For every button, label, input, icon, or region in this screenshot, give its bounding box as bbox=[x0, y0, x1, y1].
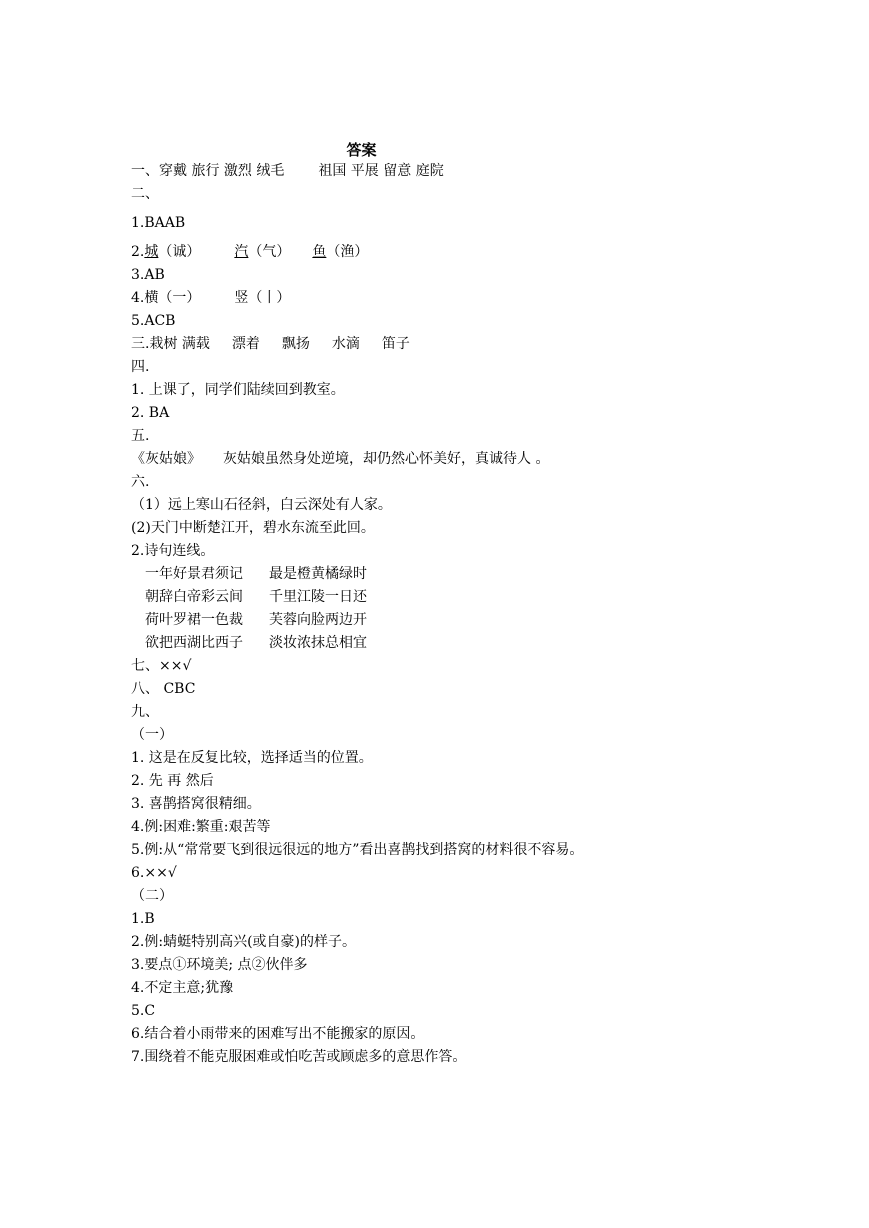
section-9-part2-q1: 1.B bbox=[131, 911, 155, 927]
section-1-label: 一、 bbox=[131, 163, 159, 179]
section-2-q5: 5.ACB bbox=[131, 313, 176, 329]
section-3-w5: 笛子 bbox=[381, 336, 410, 352]
section-2-label: 二、 bbox=[131, 186, 159, 202]
section-9-part1-q2: 2. 先 再 然后 bbox=[131, 773, 214, 789]
section-2-q2-b-fix: （气） bbox=[248, 244, 291, 260]
section-9-part1-q3: 3. 喜鹊搭窝很精细。 bbox=[131, 796, 261, 812]
section-3-w1: 栽树 满载 bbox=[149, 336, 210, 352]
section-3-w3: 飘扬 bbox=[281, 336, 310, 352]
poem-pair-row bbox=[131, 632, 751, 655]
poem-right: 最是橙黄橘绿时 bbox=[269, 566, 367, 582]
section-2-q2-c-fix: （渔） bbox=[326, 244, 369, 260]
section-5-answer-line bbox=[131, 448, 751, 471]
section-9-part2-q2: 2.例:蜻蜓特别高兴(或自豪)的样子。 bbox=[131, 934, 356, 950]
section-4-label: 四. bbox=[131, 359, 150, 375]
section-5-book: 《灰姑娘》 bbox=[131, 451, 201, 467]
section-8: 八、 CBC bbox=[131, 681, 196, 697]
section-1-line bbox=[131, 160, 751, 183]
section-3-line bbox=[131, 333, 751, 356]
section-3-label: 三. bbox=[131, 336, 150, 352]
section-6-label: 六. bbox=[131, 474, 150, 490]
section-2-q2-a-char: 城 bbox=[144, 244, 159, 260]
section-5-label: 五. bbox=[131, 428, 150, 444]
poem-left: 朝辞白帝彩云间 bbox=[145, 589, 243, 605]
section-9-part1-q1: 1. 这是在反复比较，选择适当的位置。 bbox=[131, 750, 373, 766]
answer-content bbox=[131, 160, 751, 1069]
section-9-part2-q5: 5.C bbox=[131, 1003, 156, 1019]
poem-right: 芙蓉向脸两边开 bbox=[269, 612, 367, 628]
section-9-part1-q4: 4.例:困难:繁重:艰苦等 bbox=[131, 819, 271, 835]
section-2-q2-number: 2. bbox=[131, 244, 145, 260]
section-6-q1a: （1）远上寒山石径斜，白云深处有人家。 bbox=[131, 497, 392, 513]
section-9-part1-q6: 6.××√ bbox=[131, 865, 177, 881]
section-6-q1b: (2)天门中断楚江开，碧水东流至此回。 bbox=[131, 520, 375, 536]
poem-left: 一年好景君须记 bbox=[145, 566, 243, 582]
section-6-q2: 2.诗句连线。 bbox=[131, 543, 215, 559]
section-9-part2-q4: 4.不定主意;犹豫 bbox=[131, 980, 234, 996]
section-2-q1: 1.BAAB bbox=[131, 215, 186, 231]
poem-pair-row bbox=[131, 563, 751, 586]
section-4-q1: 1. 上课了，同学们陆续回到教室。 bbox=[131, 382, 345, 398]
poem-left: 欲把西湖比西子 bbox=[145, 635, 243, 651]
poem-pair-row bbox=[131, 586, 751, 609]
section-2-q3: 3.AB bbox=[131, 267, 165, 283]
section-9-part1-label: （一） bbox=[131, 727, 173, 743]
section-5-answer: 灰姑娘虽然身处逆境，却仍然心怀美好，真诚待人 。 bbox=[223, 451, 550, 467]
section-1-words-a: 穿戴 旅行 激烈 绒毛 bbox=[159, 163, 285, 179]
section-9-part2-q6: 6.结合着小雨带来的困难写出不能搬家的原因。 bbox=[131, 1026, 425, 1042]
poem-right: 淡妆浓抹总相宜 bbox=[269, 635, 367, 651]
poem-pair-row bbox=[131, 609, 751, 632]
section-2-q2-a-fix: （诚） bbox=[158, 244, 201, 260]
section-9-part1-q5: 5.例:从“常常要飞到很远很远的地方”看出喜鹊找到搭窝的材料很不容易。 bbox=[131, 842, 584, 858]
section-3-w2: 漂着 bbox=[231, 336, 260, 352]
section-3-w4: 水滴 bbox=[331, 336, 360, 352]
section-2-q2-c-char: 鱼 bbox=[312, 244, 327, 260]
section-9-part2-q7: 7.围绕着不能克服困难或怕吃苦或顾虑多的意思作答。 bbox=[131, 1049, 467, 1065]
section-9-part2-q3: 3.要点①环境美; 点②伙伴多 bbox=[131, 957, 308, 973]
section-9-label: 九、 bbox=[131, 704, 159, 720]
section-7: 七、××√ bbox=[131, 658, 192, 674]
poem-right: 千里江陵一日还 bbox=[269, 589, 367, 605]
section-1-words-b: 祖国 平展 留意 庭院 bbox=[318, 163, 444, 179]
section-4-q2: 2. BA bbox=[131, 405, 170, 421]
section-2-q2 bbox=[131, 241, 751, 264]
section-2-q4-b: 竖（丨） bbox=[234, 290, 291, 306]
section-2-q4-a: 4.横（一） bbox=[131, 290, 201, 306]
page-title: 答案 bbox=[346, 141, 377, 159]
section-2-q4 bbox=[131, 287, 751, 310]
section-2-q2-b-char: 汽 bbox=[234, 244, 249, 260]
section-9-part2-label: （二） bbox=[131, 888, 173, 904]
poem-left: 荷叶罗裙一色裁 bbox=[145, 612, 243, 628]
